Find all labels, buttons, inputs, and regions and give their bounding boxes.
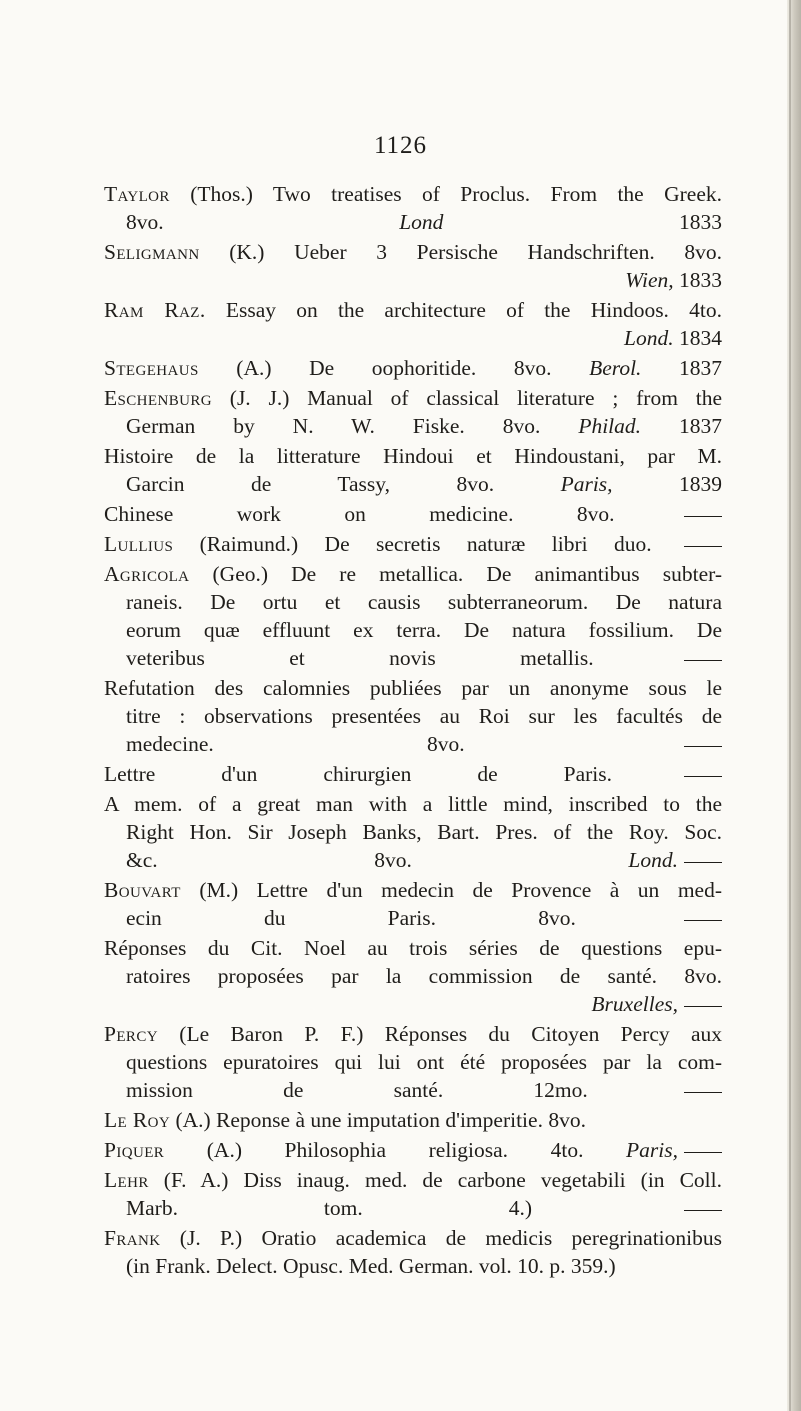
entry-line: [104, 876, 722, 904]
entry-place: Paris,: [626, 1138, 679, 1162]
entry-year: 1839: [679, 472, 723, 496]
entry-text: 8vo.: [126, 210, 164, 234]
entry-line: [104, 412, 722, 440]
catalogue-entry: [104, 530, 722, 558]
entry-place: Bruxelles,: [591, 992, 678, 1016]
catalogue-entry: [104, 180, 722, 236]
entry-text: Histoire de la litterature Hindoui et Hindoustani, par M.: [104, 444, 722, 468]
entry-line: [104, 846, 722, 874]
page-number: 1126: [373, 132, 428, 159]
entry-text: (Thos.) Two treatises of Proclus. From the Greek.: [169, 182, 722, 206]
ditto-dash: [684, 546, 722, 547]
entry-line: [104, 1076, 722, 1104]
catalogue-entry: [104, 238, 722, 294]
ditto-dash: [684, 1006, 722, 1007]
entry-line: eorum quæ effluunt ex terra. De natura fossilium. De: [126, 618, 722, 642]
entry-imprint: [678, 732, 722, 756]
entry-line: [104, 324, 722, 352]
entry-imprint: [626, 1138, 722, 1162]
entry-imprint: [624, 326, 722, 350]
entry-author: Frank: [104, 1226, 161, 1250]
catalogue-entry: [104, 1224, 722, 1280]
entry-author: Agricola: [104, 562, 190, 586]
entry-line: raneis. De ortu et causis subterraneorum. De natura: [126, 590, 722, 614]
entry-year: 1833: [679, 268, 722, 292]
entry-place: Lond.: [628, 848, 678, 872]
entry-imprint: [678, 1078, 722, 1102]
entry-text: &c. 8vo.: [126, 848, 412, 872]
entry-line: [104, 1136, 722, 1164]
entry-line: [104, 384, 722, 412]
entry-author: Taylor: [104, 182, 170, 206]
entry-text: Refutation des calomnies publiées par un anonyme sous le: [104, 676, 722, 700]
catalogue-entry: [104, 354, 722, 382]
entry-text: Lettre d'un chirurgien de Paris.: [104, 762, 613, 786]
entry-line: [104, 674, 722, 702]
entry-line: questions epuratoires qui lui ont été proposées par la com-: [126, 1050, 722, 1074]
entry-author: Piquer: [104, 1138, 165, 1162]
entry-text: (Le Baron P. F.) Réponses du Citoyen Percy aux: [157, 1022, 722, 1046]
entry-line: [104, 730, 722, 758]
entry-text: ecin du Paris. 8vo.: [126, 906, 576, 930]
entry-year: 1837: [679, 414, 723, 438]
entry-year: 1834: [679, 326, 722, 350]
entry-text: (F. A.) Diss inaug. med. de carbone vegetabili (in Coll.: [148, 1168, 722, 1192]
ditto-dash: [684, 1092, 722, 1093]
catalogue-entry: [104, 790, 722, 874]
ditto-dash: [684, 1210, 722, 1211]
book-spine-edge: [789, 0, 791, 1411]
entry-line: [104, 1106, 722, 1134]
catalogue-entry: [104, 1020, 722, 1104]
entry-text: Garcin de Tassy, 8vo.: [126, 472, 495, 496]
entry-place: Paris,: [560, 472, 613, 496]
entry-line: [104, 560, 722, 588]
entry-text: (M.) Lettre d'un medecin de Provence à un med-: [180, 878, 722, 902]
entry-text: (Raimund.) De secretis naturæ libri duo.: [173, 532, 652, 556]
entry-line: Right Hon. Sir Joseph Banks, Bart. Pres. of the Roy. Soc.: [126, 820, 722, 844]
entry-author: Bouvart: [104, 878, 181, 902]
ditto-dash: [684, 660, 722, 661]
entry-author: Stegehaus: [104, 356, 199, 380]
catalogue-entry: [104, 1166, 722, 1222]
entry-text: (K.) Ueber 3 Persische Handschriften. 8vo.: [199, 240, 722, 264]
catalogue-entry: [104, 934, 722, 1018]
catalogue-entry: [104, 1106, 722, 1134]
entry-line: [104, 442, 722, 470]
catalogue-entry: [104, 760, 722, 788]
entry-line: [104, 790, 722, 818]
entry-line: [104, 266, 722, 294]
ditto-dash: [684, 746, 722, 747]
entry-imprint: [589, 356, 722, 380]
entry-year: 1837: [679, 356, 723, 380]
ditto-dash: [684, 516, 722, 517]
entry-line: [104, 1020, 722, 1048]
entry-line: [104, 530, 722, 558]
ditto-dash: [684, 1152, 722, 1153]
entry-line: [104, 208, 722, 236]
entry-text: (J. P.) Oratio academica de medicis peregrinationibus: [160, 1226, 722, 1250]
entry-author: Ram Raz.: [104, 298, 206, 322]
entry-imprint: [561, 472, 722, 496]
entry-line: ratoires proposées par la commission de santé. 8vo.: [126, 964, 722, 988]
entry-imprint: [578, 414, 722, 438]
entry-imprint: [678, 646, 722, 670]
catalogue-entry: [104, 384, 722, 440]
catalogue-entry: [104, 560, 722, 672]
entry-imprint: [678, 762, 722, 786]
entry-text: veteribus et novis metallis.: [126, 646, 594, 670]
entry-text: A mem. of a great man with a little mind, inscribed to the: [104, 792, 722, 816]
entry-text: German by N. W. Fiske. 8vo.: [126, 414, 541, 438]
entry-place: Philad.: [578, 414, 642, 438]
entry-imprint: [399, 210, 722, 234]
entry-place: Lond: [399, 210, 444, 234]
entry-line: [104, 1194, 722, 1222]
entry-text: (in Frank. Delect. Opusc. Med. German. vol. 10. p. 359.): [126, 1254, 616, 1278]
entry-author: Eschenburg: [104, 386, 212, 410]
entry-line: [104, 990, 722, 1018]
entry-line: [104, 904, 722, 932]
ditto-dash: [684, 862, 722, 863]
entry-line: [104, 470, 722, 498]
entry-text: (A.) De oophoritide. 8vo.: [198, 356, 552, 380]
entry-imprint: [628, 848, 722, 872]
catalogue-entries: [104, 180, 722, 1282]
entry-author: Le Roy: [104, 1108, 171, 1132]
entry-line: [104, 934, 722, 962]
entry-text: (J. J.) Manual of classical literature ; from the: [211, 386, 722, 410]
entry-imprint: [678, 532, 722, 556]
entry-author: Percy: [104, 1022, 158, 1046]
catalogue-entry: [104, 1136, 722, 1164]
entry-author: Lullius: [104, 532, 174, 556]
entry-imprint: [678, 1196, 722, 1220]
entry-place: Lond.: [624, 326, 674, 350]
entry-line: [104, 644, 722, 672]
entry-text: (Geo.) De re metallica. De animantibus subter-: [189, 562, 722, 586]
entry-text: (A.) Philosophia religiosa. 4to.: [164, 1138, 584, 1162]
entry-imprint: [625, 268, 722, 292]
catalogue-entry: [104, 296, 722, 352]
entry-text: mission de santé. 12mo.: [126, 1078, 588, 1102]
entry-line: [104, 180, 722, 208]
catalogue-entry: [104, 876, 722, 932]
entry-imprint: [591, 992, 722, 1016]
entry-text: medecine. 8vo.: [126, 732, 465, 756]
entry-author: Seligmann: [104, 240, 200, 264]
entry-place: Wien,: [625, 268, 674, 292]
entry-text: Essay on the architecture of the Hindoos. 4to.: [205, 298, 722, 322]
catalogue-entry: [104, 674, 722, 758]
ditto-dash: [684, 776, 722, 777]
entry-place: Berol.: [589, 356, 642, 380]
catalogue-entry: [104, 500, 722, 528]
entry-line: [104, 1224, 722, 1252]
entry-text: Chinese work on medicine. 8vo.: [104, 502, 615, 526]
entry-line: [104, 296, 722, 324]
entry-line: [104, 500, 722, 528]
entry-line: titre : observations presentées au Roi sur les facultés de: [126, 704, 722, 728]
entry-line: [104, 354, 722, 382]
catalogue-entry: [104, 442, 722, 498]
entry-imprint: [678, 502, 722, 526]
entry-text: Réponses du Cit. Noel au trois séries de questions epu-: [104, 936, 722, 960]
entry-line: [104, 1166, 722, 1194]
entry-text: Marb. tom. 4.): [126, 1196, 533, 1220]
ditto-dash: [684, 920, 722, 921]
entry-line: [104, 1252, 722, 1280]
entry-year: 1833: [679, 210, 722, 234]
entry-line: [104, 238, 722, 266]
entry-imprint: [678, 906, 722, 930]
entry-text: (A.) Reponse à une imputation d'imperitie. 8vo.: [170, 1108, 586, 1132]
entry-line: [104, 760, 722, 788]
entry-author: Lehr: [104, 1168, 149, 1192]
